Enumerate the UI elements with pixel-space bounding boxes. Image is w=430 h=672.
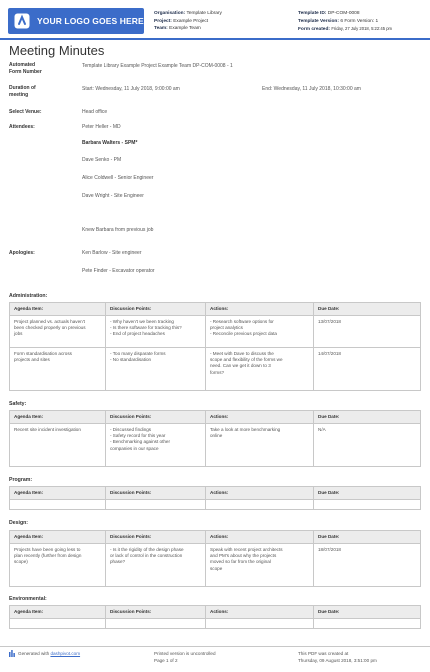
due-date-cell: 13/07/2018 <box>318 319 341 324</box>
program-section-label: Program: <box>9 477 33 483</box>
table-row <box>10 424 420 466</box>
page-number: Page 1 of 2 <box>154 658 178 663</box>
attendee-item: Dave Senko - PM <box>82 157 122 163</box>
agenda-cell <box>10 500 106 509</box>
due-date-cell: 14/07/2018 <box>318 351 341 356</box>
actions-column-header: Actions: <box>206 411 314 423</box>
company-logo <box>8 8 144 34</box>
due-date-column-header: Due Date: <box>318 608 340 614</box>
discussion-cell <box>106 500 206 509</box>
footer-generated <box>9 650 80 657</box>
team-label: Team: <box>154 26 168 31</box>
agenda-cell: Form standardisation across projects and sites <box>10 348 106 390</box>
form-created-value: Friday, 27 July 2018, 5:22:45 pm <box>331 26 393 31</box>
start-time-value: Start: Wednesday, 11 July 2018, 9:00:00 am <box>82 86 180 92</box>
pdf-created-label: This PDF was created at <box>298 651 349 656</box>
table-row <box>10 316 420 348</box>
table-header-row <box>10 411 420 424</box>
footer-created-info <box>298 650 377 664</box>
safety-section-label: Safety: <box>9 401 27 407</box>
actions-column-header: Actions: <box>206 531 314 543</box>
actions-cell: - Research software options for project analytics - Reconcile previous project data <box>206 316 314 347</box>
table-header-row <box>10 303 420 316</box>
table-row <box>10 544 420 586</box>
agenda-column-header: Agenda Item: <box>10 531 106 543</box>
due-date-cell <box>314 619 420 628</box>
project-value: Example Project <box>173 18 209 24</box>
table-header-row <box>10 531 420 544</box>
template-id-value: DP-COM-0008 <box>327 11 360 16</box>
duration-label: Duration of meeting <box>9 85 36 98</box>
header-template-info <box>298 10 392 34</box>
actions-cell: Speak with recent project architects and PM's about why the projects moved so far from the original scope <box>206 544 314 586</box>
project-label: Project: <box>154 18 172 24</box>
end-time-value: End: Wednesday, 11 July 2018, 10:30:00 am <box>262 86 361 92</box>
dashpivot-link[interactable]: dashpivot.com <box>50 651 81 656</box>
pdf-created-time: Thursday, 09 August 2018, 3:51:00 pm <box>298 658 377 663</box>
actions-column-header: Actions: <box>206 487 314 499</box>
template-version-label: Template Version: <box>298 18 339 24</box>
apologies-label: Apologies: <box>9 250 35 256</box>
actions-cell <box>206 619 314 628</box>
agenda-cell <box>10 619 106 628</box>
printed-notice: Printed version is uncontrolled <box>154 651 216 656</box>
apology-item: Ken Barlow - Site engineer <box>82 250 142 256</box>
due-date-column-header: Due Date: <box>318 413 340 419</box>
agenda-column-header: Agenda Item: <box>10 606 106 618</box>
table-header-row <box>10 487 420 500</box>
actions-column-header: Actions: <box>206 303 314 315</box>
template-version-value: 6 Form Version: 1 <box>340 18 379 24</box>
actions-cell: Take a look at more benchmarking online <box>206 424 314 466</box>
design-table <box>9 530 421 587</box>
table-row <box>10 619 420 628</box>
administration-section-label: Administration: <box>9 293 48 299</box>
table-row <box>10 348 420 390</box>
header-project-info <box>154 10 222 33</box>
agenda-column-header: Agenda Item: <box>10 487 106 499</box>
logo-text: YOUR LOGO GOES HERE <box>37 16 144 26</box>
actions-cell: - Meet with Dave to discuss the scope and flexibility of the forms we need. Can we get it down to 3 forms? <box>206 348 314 390</box>
environmental-table <box>9 605 421 629</box>
agenda-column-header: Agenda Item: <box>10 303 106 315</box>
due-date-cell: N/A <box>318 427 326 432</box>
apology-item: Pete Finder - Excavator operator <box>82 268 155 274</box>
organisation-value: Template Library <box>186 11 222 16</box>
discussion-column-header: Discussion Points: <box>106 606 206 618</box>
template-id-label: Template ID: <box>298 11 327 16</box>
discussion-column-header: Discussion Points: <box>106 303 206 315</box>
generated-prefix: Generated with <box>18 651 50 656</box>
discussion-cell: - Too many disparate forms - No standardisation <box>106 348 206 390</box>
agenda-cell: Project planned vs. actuals haven't been checked properly on previous jobs <box>10 316 106 347</box>
attendee-item: Dave Wright - Site Engineer <box>82 193 144 199</box>
program-table <box>9 486 421 510</box>
document-header <box>0 0 430 38</box>
auto-form-label: Automated Form Number <box>9 62 42 75</box>
attendee-item: Peter Heller - MD <box>82 124 121 130</box>
discussion-cell: - Why haven't we been tracking - Is there software for tracking this? - End of project headaches <box>106 316 206 347</box>
administration-table <box>9 302 421 391</box>
auto-form-value: Template Library Example Project Example Team DP-COM-0008 - 1 <box>82 63 233 69</box>
agenda-cell: Recent site incident investigation <box>10 424 106 466</box>
discussion-cell <box>106 619 206 628</box>
logo-icon <box>14 13 30 29</box>
agenda-cell: Projects have been going less to plan recently (further from design scope) <box>10 544 106 586</box>
venue-value: Head office <box>82 109 108 115</box>
discussion-cell: - Is it the rigidity of the design phase or lack of control in the construction phase? <box>106 544 206 586</box>
table-header-row <box>10 606 420 619</box>
dashpivot-icon <box>9 650 15 657</box>
attendee-note: Knew Barbara from previous job <box>82 227 154 233</box>
footer-divider <box>0 646 430 647</box>
footer-print-info <box>154 650 216 664</box>
form-created-label: Form created: <box>298 27 330 32</box>
safety-table <box>9 410 421 467</box>
due-date-cell: 18/07/2018 <box>318 547 341 552</box>
due-date-column-header: Due Date: <box>318 533 340 539</box>
page-title: Meeting Minutes <box>9 43 105 58</box>
attendees-label: Attendees: <box>9 124 35 130</box>
team-value: Example Team <box>169 26 201 31</box>
due-date-column-header: Due Date: <box>318 489 340 495</box>
table-row <box>10 500 420 509</box>
actions-cell <box>206 500 314 509</box>
discussion-cell: - Discussed findings - Safety record for this year - Benchmarking against other companies in our space <box>106 424 206 466</box>
due-date-column-header: Due Date: <box>318 305 340 311</box>
organisation-label: Organisation: <box>154 11 186 16</box>
environmental-section-label: Environmental: <box>9 596 47 602</box>
header-divider <box>0 38 430 40</box>
venue-label: Select Venue: <box>9 109 42 115</box>
due-date-cell <box>314 500 420 509</box>
attendee-item: Barbara Walters - SPM* <box>82 140 138 146</box>
design-section-label: Design: <box>9 520 29 526</box>
actions-column-header: Actions: <box>206 606 314 618</box>
discussion-column-header: Discussion Points: <box>106 411 206 423</box>
discussion-column-header: Discussion Points: <box>106 531 206 543</box>
discussion-column-header: Discussion Points: <box>106 487 206 499</box>
agenda-column-header: Agenda Item: <box>10 411 106 423</box>
attendee-item: Alice Coldwell - Senior Engineer <box>82 175 154 181</box>
